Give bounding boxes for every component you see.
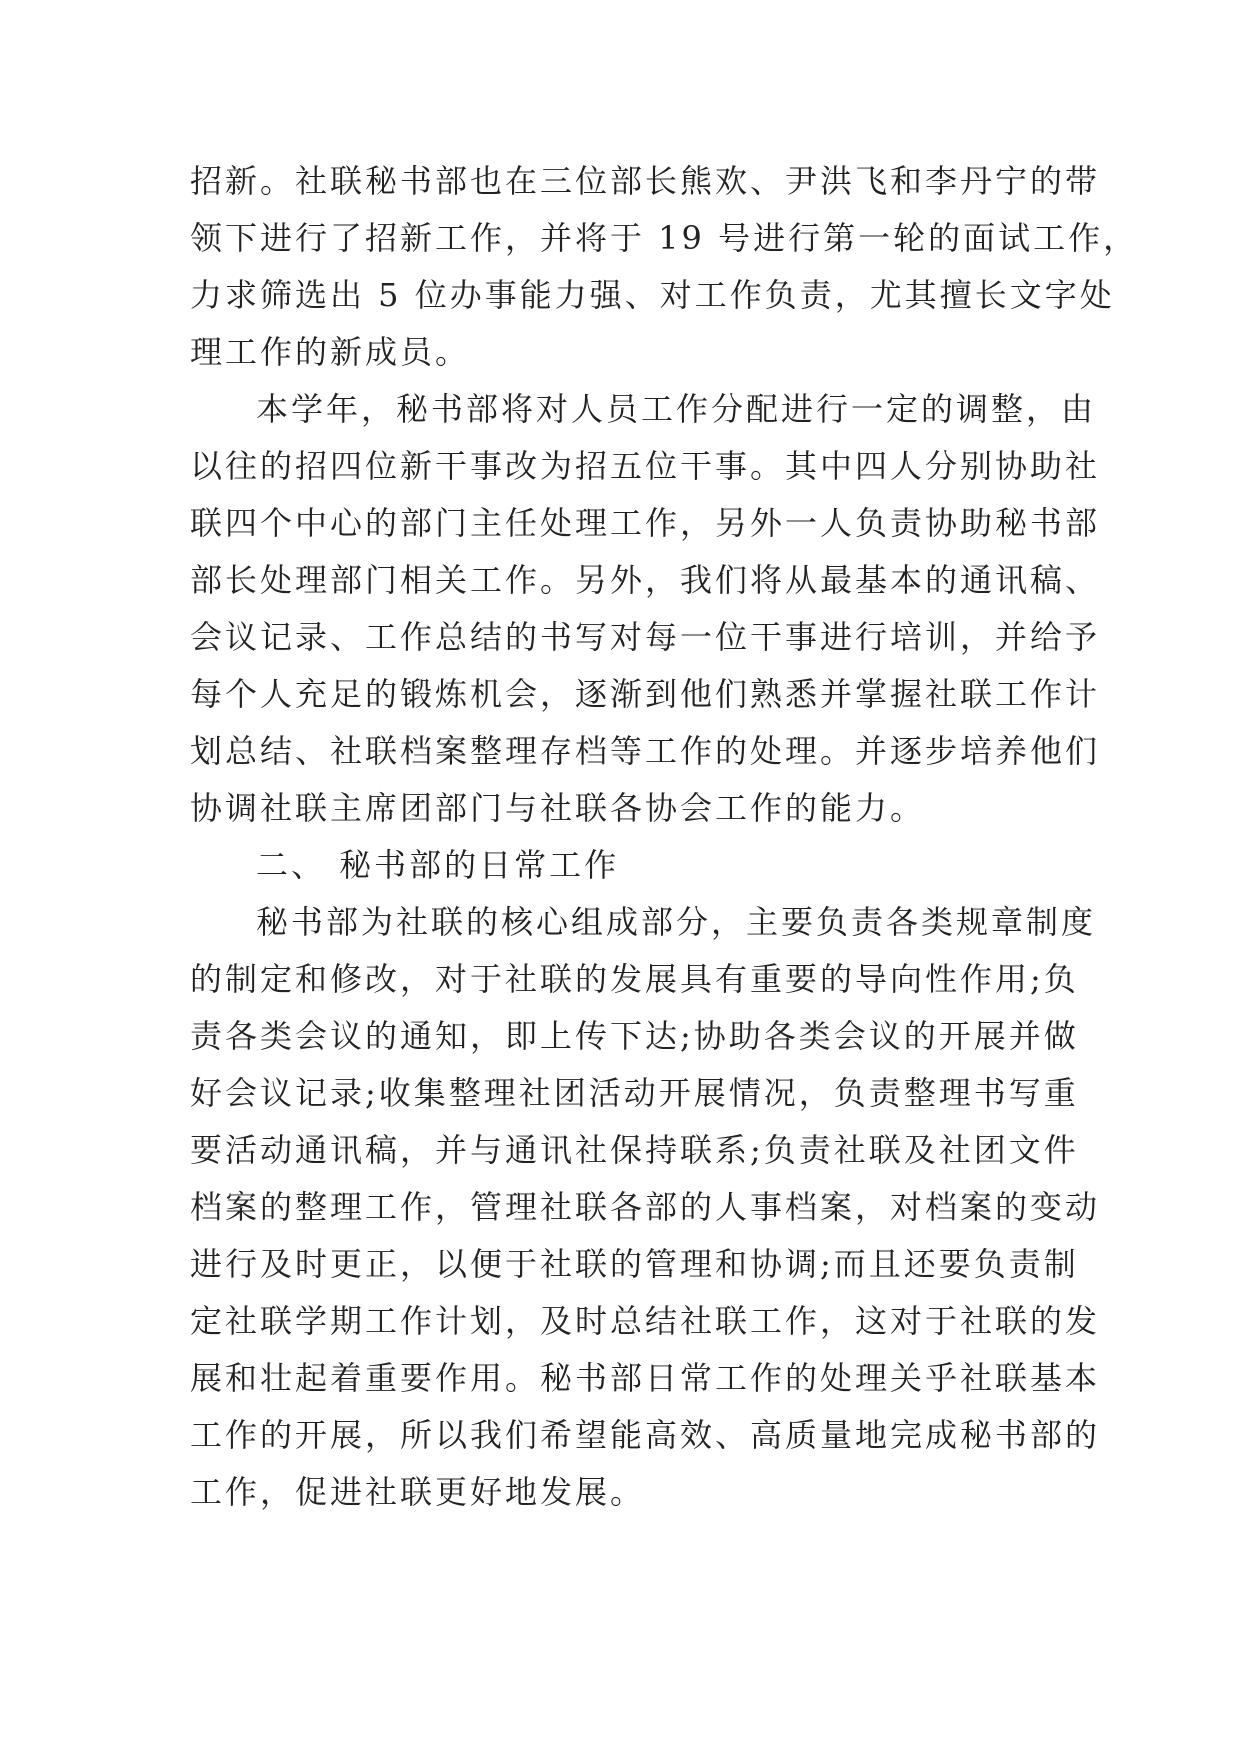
text-line: 工作，促进社联更好地发展。 <box>190 1473 646 1511</box>
text-line: 部长处理部门相关工作。另外，我们将从最基本的通讯稿、 <box>190 561 1101 599</box>
text-line: 的制定和修改，对于社联的发展具有重要的导向性作用;负 <box>190 960 1079 998</box>
text-line: 会议记录、工作总结的书写对每一位干事进行培训，并给予 <box>190 618 1101 656</box>
text-line: 要活动通讯稿，并与通讯社保持联系;负责社联及社团文件 <box>190 1131 1079 1169</box>
text-line: 协调社联主席团部门与社联各协会工作的能力。 <box>190 789 926 827</box>
text-line: 以往的招四位新干事改为招五位干事。其中四人分别协助社 <box>190 447 1101 485</box>
text-line: 工作的开展，所以我们希望能高效、高质量地完成秘书部的 <box>190 1416 1101 1454</box>
text-line: 招新。社联秘书部也在三位部长熊欢、尹洪飞和李丹宁的带 <box>190 162 1101 200</box>
text-line: 每个人充足的锻炼机会，逐渐到他们熟悉并掌握社联工作计 <box>190 675 1101 713</box>
text-line: 责各类会议的通知，即上传下达;协助各类会议的开展并做 <box>190 1017 1079 1055</box>
text-line: 联四个中心的部门主任处理工作，另外一人负责协助秘书部 <box>190 504 1101 542</box>
text-line: 力求筛选出 5 位办事能力强、对工作负责，尤其擅长文字处 <box>190 276 1115 314</box>
text-line: 展和壮起着重要作用。秘书部日常工作的处理关乎社联基本 <box>190 1359 1101 1397</box>
text-line: 定社联学期工作计划，及时总结社联工作，这对于社联的发 <box>190 1302 1101 1340</box>
text-line: 档案的整理工作，管理社联各部的人事档案，对档案的变动 <box>190 1188 1101 1226</box>
body-text <box>190 153 1139 1521</box>
text-line: 理工作的新成员。 <box>190 333 471 371</box>
text-line: 进行及时更正，以便于社联的管理和协调;而且还要负责制 <box>190 1245 1079 1283</box>
paragraph-first-line: 本学年，秘书部将对人员工作分配进行一定的调整，由 <box>256 390 1097 428</box>
text-line: 领下进行了招新工作，并将于 19 号进行第一轮的面试工作， <box>190 219 1139 257</box>
text-line: 划总结、社联档案整理存档等工作的处理。并逐步培养他们 <box>190 732 1101 770</box>
text-line: 好会议记录;收集整理社团活动开展情况，负责整理书写重 <box>190 1074 1079 1112</box>
paragraph-first-line: 秘书部为社联的核心组成部分，主要负责各类规章制度 <box>256 903 1097 941</box>
section-heading: 二、 秘书部的日常工作 <box>256 846 620 884</box>
